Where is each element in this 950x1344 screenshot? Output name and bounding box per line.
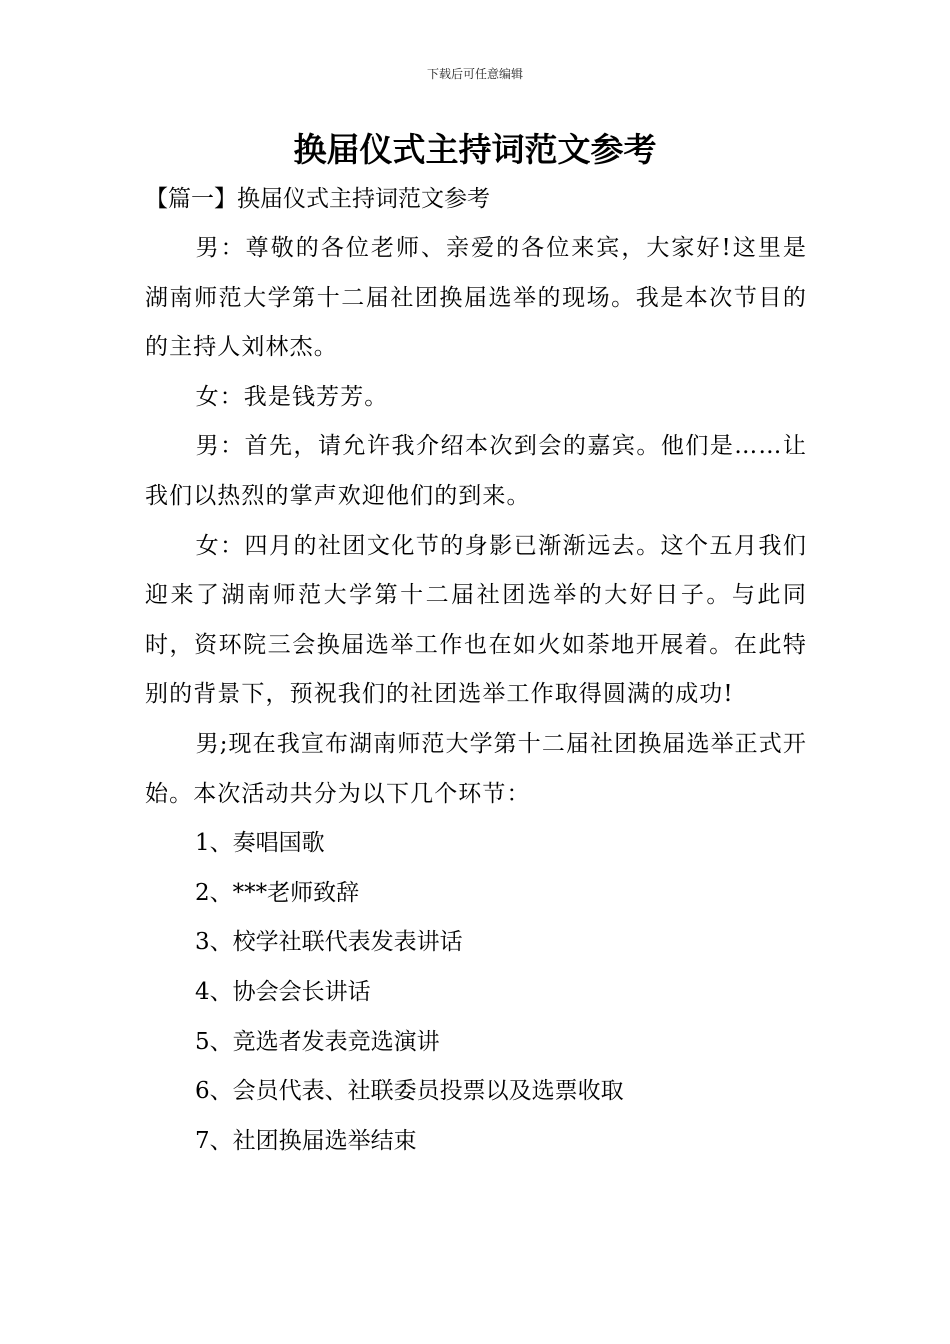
agenda-list [145, 819, 807, 1166]
agenda-item-1: 1、奏唱国歌 [195, 830, 325, 857]
header-note: 下载后可任意编辑 [426, 67, 523, 81]
agenda-item-5: 5、竞选者发表竞选演讲 [195, 1028, 440, 1055]
agenda-item-7: 7、社团换届选举结束 [195, 1127, 417, 1154]
paragraph-5: 男;现在我宣布湖南师范大学第十二届社团换届选举正式开始。本次活动共分为以下几个环节： [145, 730, 807, 807]
paragraph-4: 女：四月的社团文化节的身影已渐渐远去。这个五月我们迎来了湖南师范大学第十二届社团选举的大好日子。与此同时，资环院三会换届选举工作也在如火如荼地开展着。在此特别的背景下，预祝我们的社团选举工作取得圆满的成功! [145, 532, 807, 708]
paragraph-2: 女：我是钱芳芳。 [195, 383, 389, 410]
section-title: 【篇一】换届仪式主持词范文参考 [145, 186, 490, 212]
paragraph-1: 男：尊敬的各位老师、亲爱的各位来宾，大家好!这里是湖南师范大学第十二届社团换届选举的现场。我是本次节目的的主持人刘林杰。 [145, 235, 807, 361]
agenda-item-6: 6、会员代表、社联委员投票以及选票收取 [195, 1078, 624, 1105]
agenda-item-2: 2、***老师致辞 [195, 879, 360, 906]
paragraph-3: 男：首先，请允许我介绍本次到会的嘉宾。他们是……让我们以热烈的掌声欢迎他们的到来。 [145, 433, 807, 509]
document-title: 换届仪式主持词范文参考 [293, 130, 657, 169]
agenda-item-4: 4、协会会长讲话 [195, 978, 371, 1005]
agenda-item-3: 3、校学社联代表发表讲话 [195, 929, 463, 956]
document-body [145, 176, 807, 1166]
